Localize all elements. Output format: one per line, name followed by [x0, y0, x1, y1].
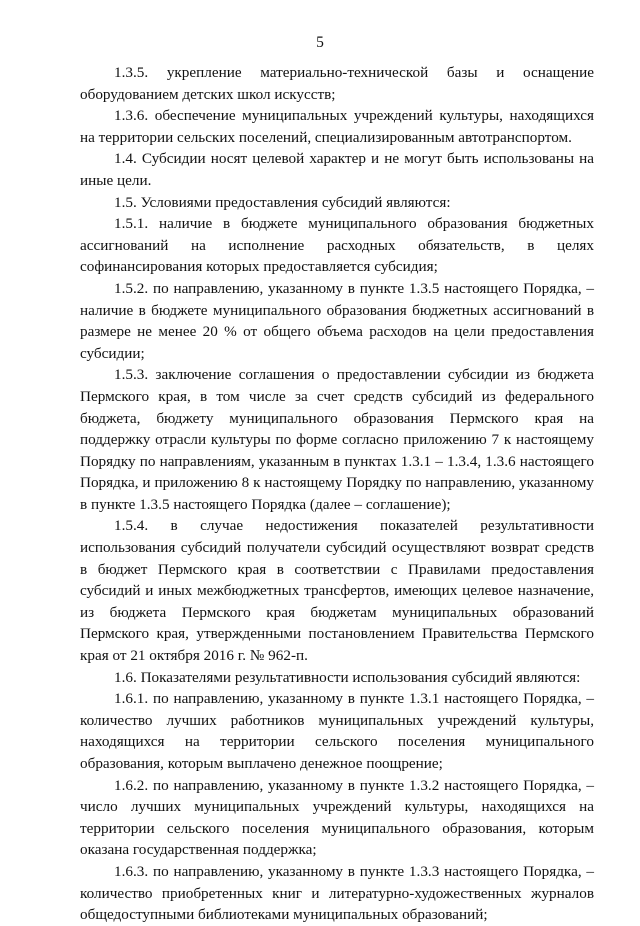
paragraph-1-6-2: 1.6.2. по направлению, указанному в пункте 1.3.2 настоящего Порядка, – число лучших муниципальных учреждений культуры, находящихся на территории сельского поселения муниципального образования, которым оказана государственная поддержка;: [80, 776, 594, 859]
paragraph-1-5-1: 1.5.1. наличие в бюджете муниципального образования бюджетных ассигнований на исполнение расходных обязательств, в целях софинансирования которых предоставляется субсидия;: [80, 215, 594, 276]
body-text: [80, 62, 594, 926]
paragraph-1-3-5: 1.3.5. укрепление материально-технической базы и оснащение оборудованием детских школ искусств;: [80, 64, 594, 103]
paragraph-1-5-3: 1.5.3. заключение соглашения о предоставлении субсидии из бюджета Пермского края, в том числе за счет средств субсидий из федерального бюджета, бюджету муниципального образования Пермского края на поддержку отрасли культуры по форме согласно приложению 7 к настоящему Порядку по направлениям, указанным в пунктах 1.3.1 – 1.3.4, 1.3.6 настоящего Порядка, и приложению 8 к настоящему Порядку по направлению, указанному в пункте 1.3.5 настоящего Порядка (далее – соглашение);: [80, 366, 594, 513]
paragraph-1-3-6: 1.3.6. обеспечение муниципальных учреждений культуры, находящихся на территории сельских поселений, специализированным автотранспортом.: [80, 107, 594, 146]
paragraph-1-5: 1.5. Условиями предоставления субсидий являются:: [114, 193, 451, 211]
paragraph-1-5-2: 1.5.2. по направлению, указанному в пункте 1.3.5 настоящего Порядка, – наличие в бюджете муниципального образования бюджетных ассигнований в размере не менее 20 % от общего объема расходов на цели предоставления субсидии;: [80, 279, 594, 362]
paragraph-1-6-1: 1.6.1. по направлению, указанному в пункте 1.3.1 настоящего Порядка, – количество лучших работников муниципальных учреждений культуры, находящихся на территории сельского поселения муниципального образования, которым выплачено денежное поощрение;: [80, 690, 594, 772]
page-number: 5: [316, 34, 324, 51]
paragraph-1-4: 1.4. Субсидии носят целевой характер и не могут быть использованы на иные цели.: [80, 150, 594, 189]
paragraph-1-6: 1.6. Показателями результативности использования субсидий являются:: [114, 668, 581, 686]
paragraph-1-5-4: 1.5.4. в случае недостижения показателей результативности использования субсидий получатели субсидий осуществляют возврат средств в бюджет Пермского края в соответствии с Правилами предоставления субсидий и иных межбюджетных трансфертов, имеющих целевое назначение, из бюджета Пермского края бюджетам муниципальных образований Пермского края, утвержденными постановлением Правительства Пермского края от 21 октября 2016 г. № 962-п.: [80, 517, 594, 665]
paragraph-1-6-3: 1.6.3. по направлению, указанному в пункте 1.3.3 настоящего Порядка, – количество приобретенных книг и литературно-художественных журналов общедоступными библиотеками муниципальных образований;: [80, 862, 594, 924]
